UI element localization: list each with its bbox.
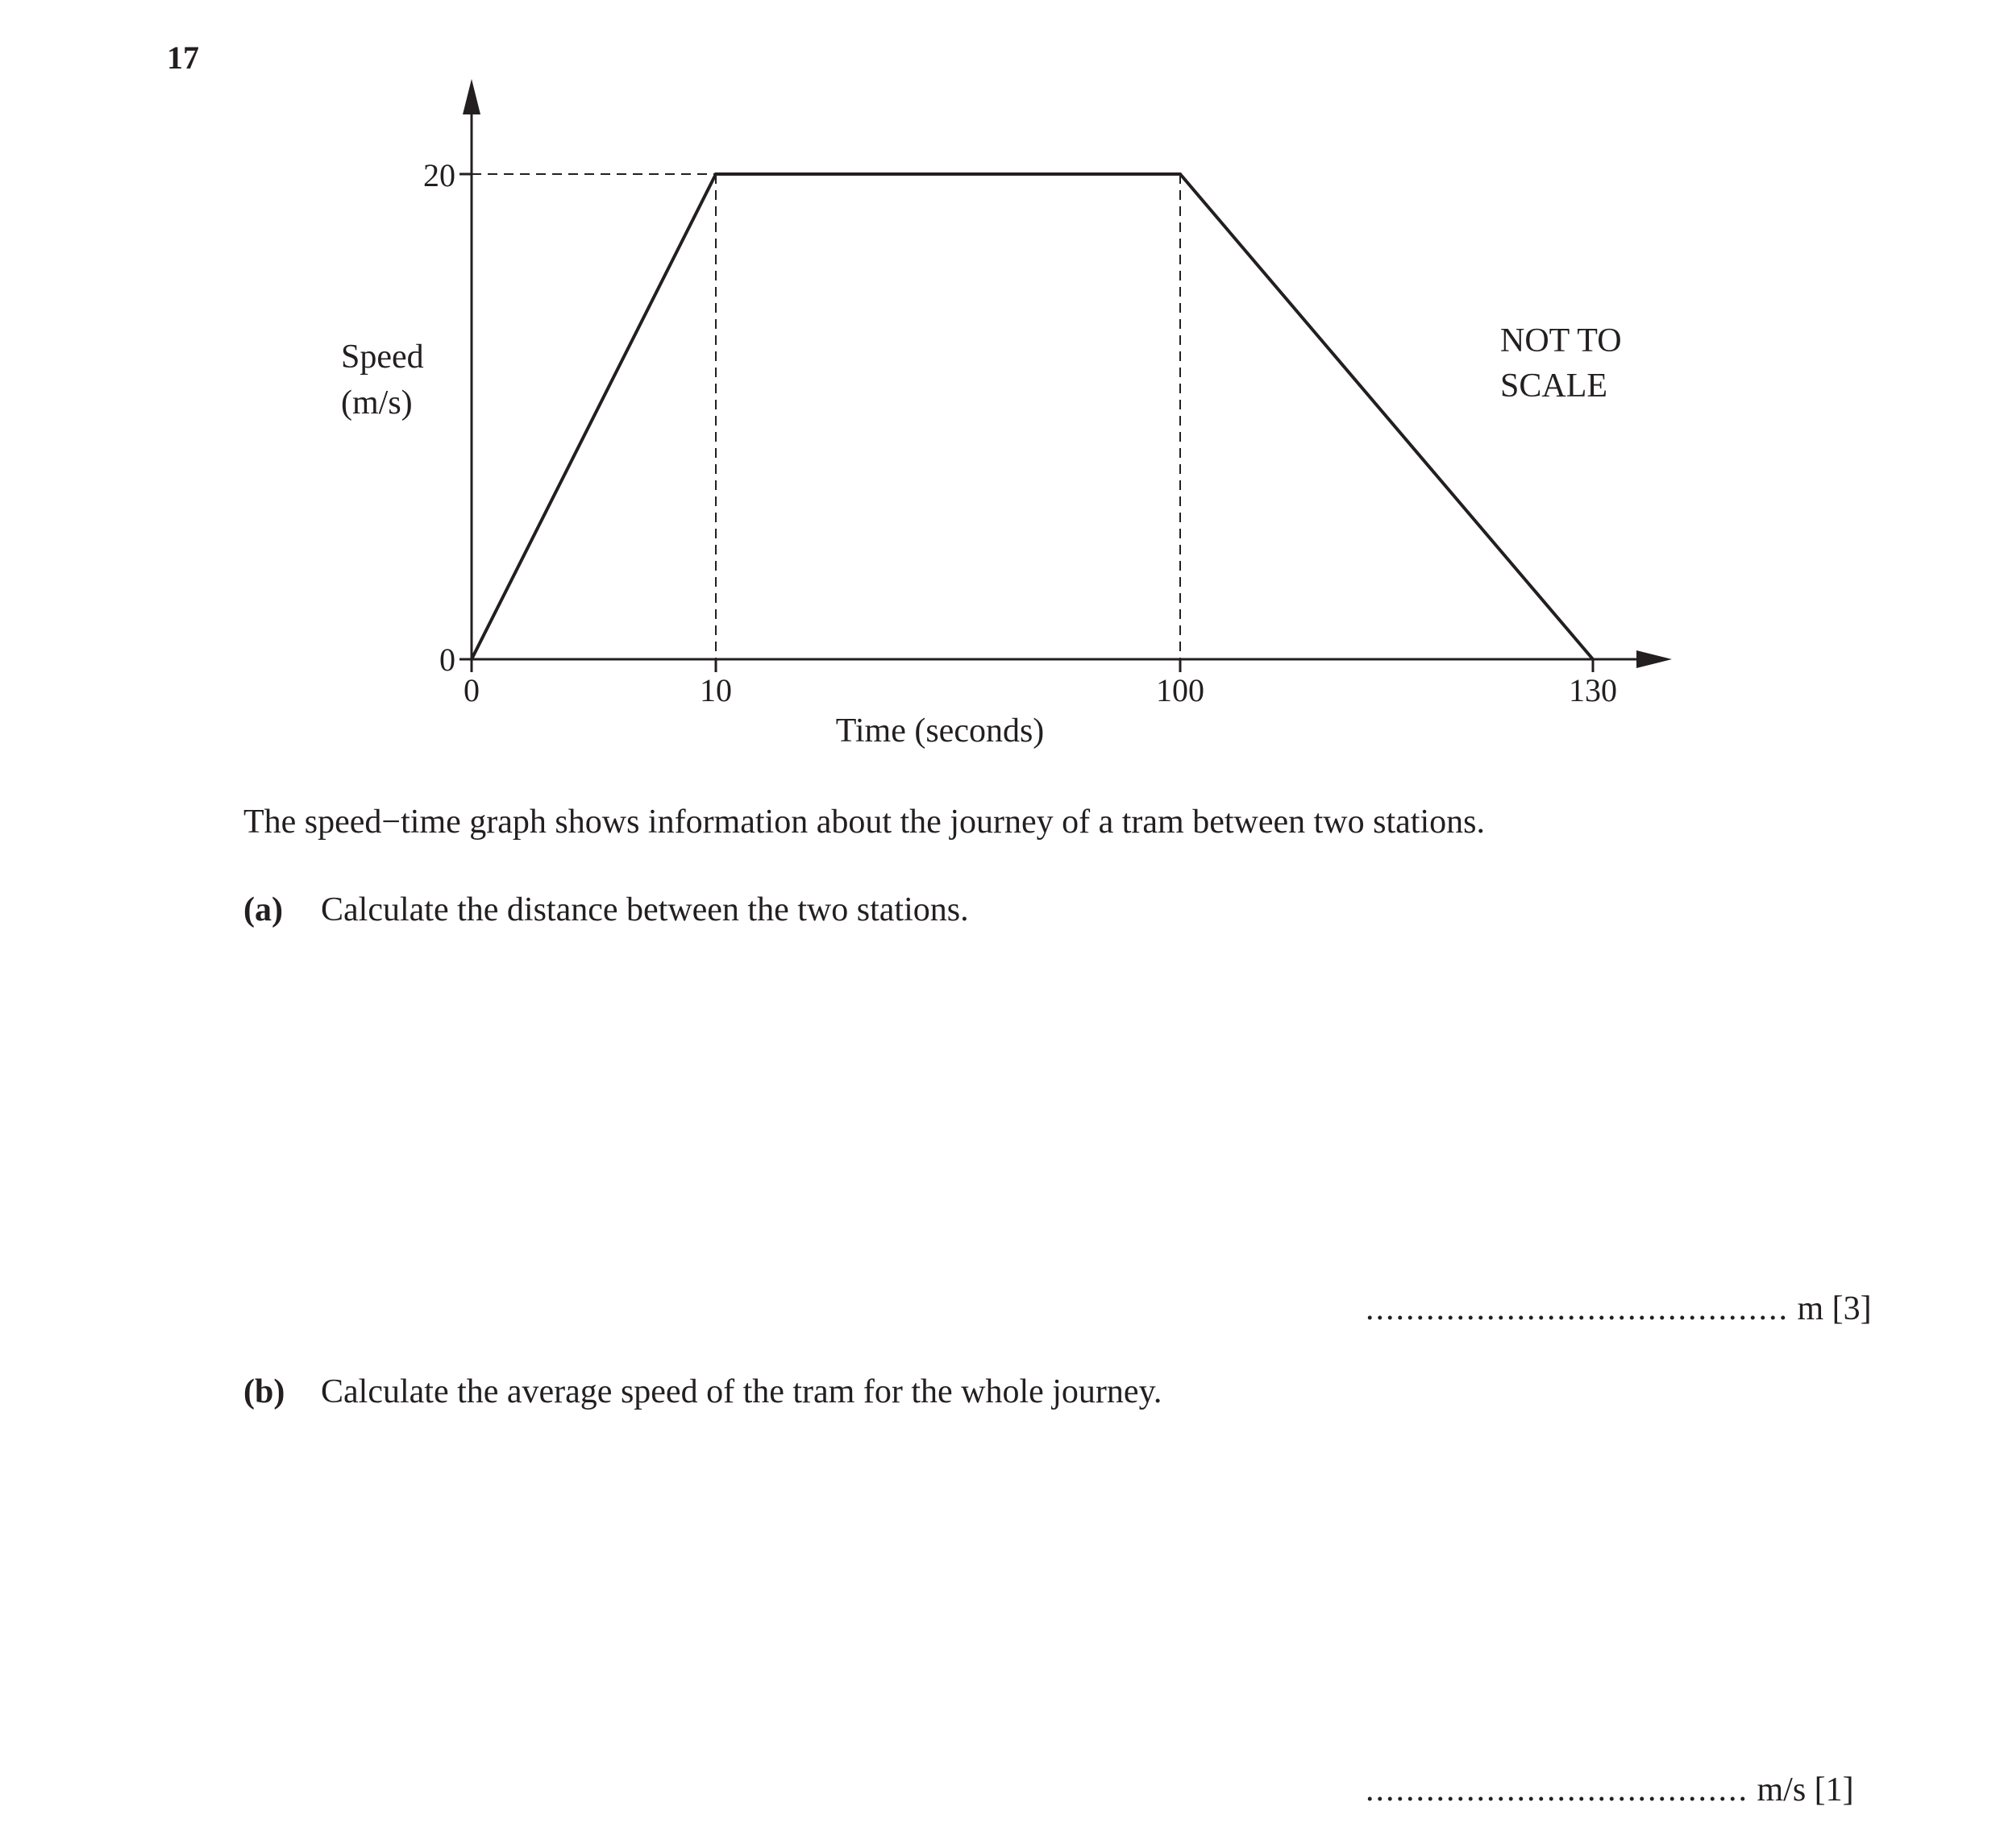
- not-to-scale-note: [1500, 322, 1630, 405]
- part-a-answer-dots[interactable]: ..........................................: [1366, 1290, 1789, 1327]
- x-axis-arrowhead: [1636, 650, 1672, 668]
- speed-time-graph: [0, 0, 2000, 774]
- question-number: 17: [167, 39, 199, 76]
- part-a-label: (a): [243, 891, 283, 928]
- part-a-text: Calculate the distance between the two stations.: [321, 891, 969, 928]
- part-b-text: Calculate the average speed of the tram for the whole journey.: [321, 1373, 1162, 1410]
- x-tick-label-0: 0: [464, 672, 480, 708]
- part-b-answer-suffix: m/s [1]: [1757, 1771, 1854, 1809]
- y-axis-label: [341, 338, 432, 422]
- part-b-question: [243, 1373, 1162, 1411]
- note-line-1: NOT TO: [1500, 322, 1622, 359]
- y-axis-label-line-2: (m/s): [341, 384, 413, 422]
- intro-text: The speed−time graph shows information about the journey of a tram between two stations.: [243, 804, 1485, 841]
- part-a-answer-line[interactable]: [1366, 1289, 1872, 1328]
- part-a-answer-suffix: m [3]: [1797, 1290, 1872, 1327]
- note-line-2: SCALE: [1500, 368, 1608, 405]
- x-axis-label: Time (seconds): [835, 712, 1045, 750]
- part-a-question: [243, 891, 969, 929]
- part-b-label: (b): [243, 1373, 285, 1410]
- part-b-answer-line[interactable]: [1366, 1771, 1854, 1809]
- speed-series-line: [472, 174, 1593, 659]
- x-tick-label-100: 100: [1156, 672, 1204, 708]
- y-axis-arrowhead: [463, 79, 480, 114]
- y-axis-label-line-1: Speed: [341, 338, 424, 376]
- x-tick-label-10: 10: [700, 672, 732, 708]
- y-tick-label-20: 20: [423, 157, 455, 193]
- part-b-answer-dots[interactable]: ......................................: [1366, 1771, 1748, 1809]
- x-tick-label-130: 130: [1569, 672, 1617, 708]
- y-tick-label-0: 0: [439, 642, 455, 678]
